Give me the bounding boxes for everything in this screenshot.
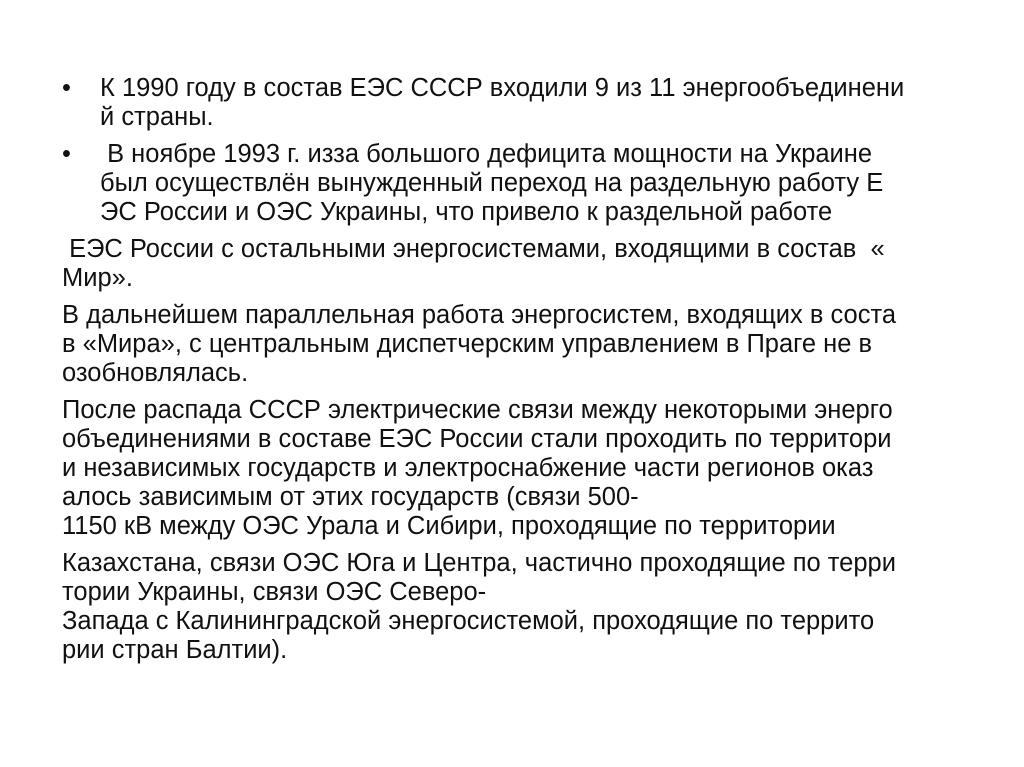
paragraph-2 [62, 301, 992, 388]
text-line: Запада с Калининградской энергосистемой, проходящие по террито [62, 607, 875, 635]
text-line: был осуществлён вынужденный переход на раздельную работу Е [100, 169, 884, 197]
text-line: тории Украины, связи ОЭС Северо- [62, 578, 487, 606]
text-line: 1150 кВ между ОЭС Урала и Сибири, проходящие по территории [62, 512, 836, 540]
text-line: ЭС России и ОЭС Украины, что привело к раздельной работе [100, 198, 833, 226]
text-line: и независимых государств и электроснабжение части регионов оказ [62, 454, 874, 482]
text-line: В дальнейшем параллельная работа энергосистем, входящих в соста [62, 301, 897, 329]
text-line: Казахстана, связи ОЭС Юга и Центра, частично проходящие по терри [62, 549, 896, 577]
bullet-marker: • [62, 140, 71, 168]
text-line: ЕЭС России с остальными энергосистемами, входящими в состав « [62, 235, 885, 263]
text-line: в «Мира», с центральным диспетчерским управлением в Праге не в [62, 330, 873, 358]
text-line: объединениями в составе ЕЭС России стали проходить по территори [62, 425, 892, 453]
text-line: й страны. [100, 103, 214, 131]
bullet-item-1 [62, 74, 992, 132]
text-line: После распада СССР электрические связи между некоторыми энерго [62, 396, 893, 424]
slide-text-body [62, 74, 992, 673]
text-line: Мир». [62, 264, 133, 292]
paragraph-4 [62, 549, 992, 665]
paragraph-1 [62, 235, 992, 293]
paragraph-3 [62, 396, 992, 541]
text-line: озобновлялась. [62, 359, 249, 387]
text-line: К 1990 году в состав ЕЭС СССР входили 9 из 11 энергообъединени [100, 74, 905, 102]
text-line: алось зависимым от этих государств (связи 500- [62, 483, 639, 511]
bullet-item-2 [62, 140, 992, 227]
text-line: В ноябре 1993 г. изза большого дефицита мощности на Украине [100, 140, 873, 168]
bullet-marker: • [62, 74, 71, 102]
text-line: рии стран Балтии). [62, 636, 288, 664]
